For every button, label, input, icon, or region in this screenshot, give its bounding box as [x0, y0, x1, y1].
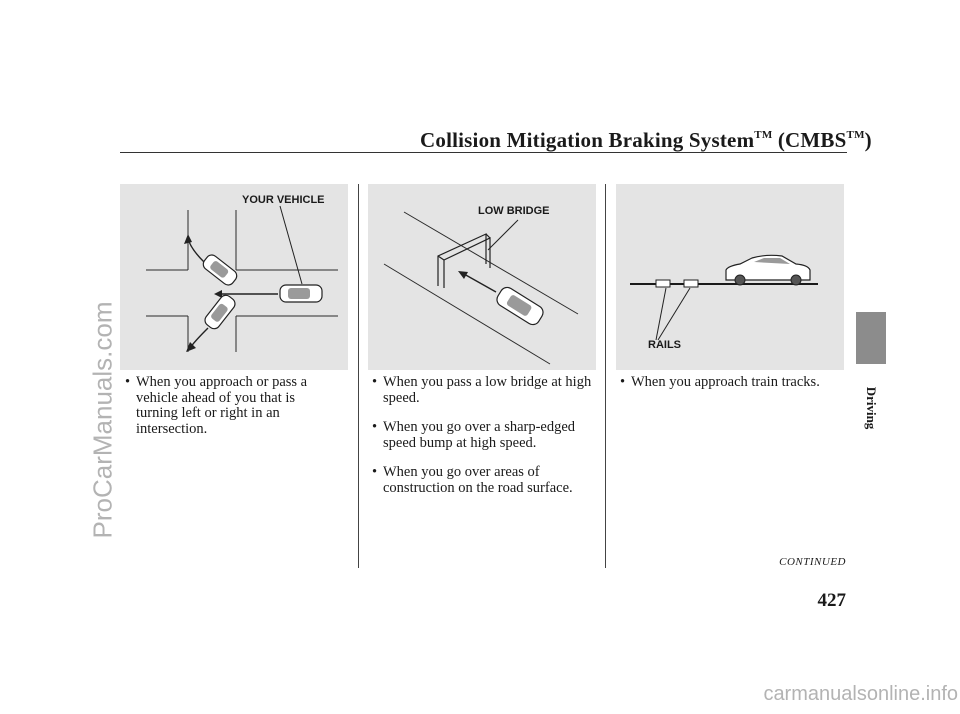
- trademark-mark: TM: [754, 129, 773, 141]
- bullet-item: • When you go over a sharp-edged speed bump at high speed.: [371, 420, 596, 451]
- left-column-text: [124, 375, 339, 451]
- column-divider: [605, 184, 606, 568]
- car-icon: [726, 255, 810, 285]
- car-icon: [494, 285, 545, 327]
- title-text: Collision Mitigation Braking System: [420, 128, 755, 152]
- column-divider: [358, 184, 359, 568]
- low-bridge-illustration: [368, 184, 596, 370]
- intersection-illustration: [120, 184, 348, 370]
- low-bridge-drawing: [368, 184, 596, 370]
- watermark-left: [88, 220, 118, 620]
- title-close: ): [864, 128, 872, 152]
- watermark-bottom: carmanualsonline.info: [763, 683, 958, 705]
- rails-label: RAILS: [648, 339, 681, 351]
- watermark-text: ProCarManuals.com: [87, 301, 118, 539]
- header-rule: [120, 152, 847, 153]
- page-number: 427: [817, 590, 846, 611]
- bullet-item: • When you pass a low bridge at high speed.: [371, 375, 596, 406]
- title-abbrev: (CMBS: [772, 128, 847, 152]
- section-name: Driving: [864, 386, 879, 430]
- low-bridge-label: LOW BRIDGE: [478, 205, 550, 217]
- trademark-mark: TM: [846, 129, 865, 141]
- bullet-item: • When you go over areas of construction on the road surface.: [371, 465, 596, 496]
- car-icon: [203, 293, 238, 331]
- rails-drawing: [616, 184, 844, 370]
- intersection-drawing: [120, 184, 348, 370]
- rails-illustration: [616, 184, 844, 370]
- right-column-text: [619, 375, 844, 405]
- middle-column-text: [371, 375, 596, 510]
- page-title: [420, 128, 872, 153]
- bullet-item: • When you approach train tracks.: [619, 375, 844, 391]
- section-tab-marker: [856, 312, 886, 364]
- continued-label: CONTINUED: [779, 556, 846, 568]
- bridge-icon: [438, 234, 490, 288]
- bullet-item: • When you approach or pass a vehicle ahead of you that is turning left or right in an intersection.: [124, 375, 339, 437]
- car-icon: [201, 253, 239, 288]
- car-icon: [280, 285, 322, 302]
- section-tab-label: [862, 376, 880, 466]
- your-vehicle-label: YOUR VEHICLE: [242, 194, 325, 206]
